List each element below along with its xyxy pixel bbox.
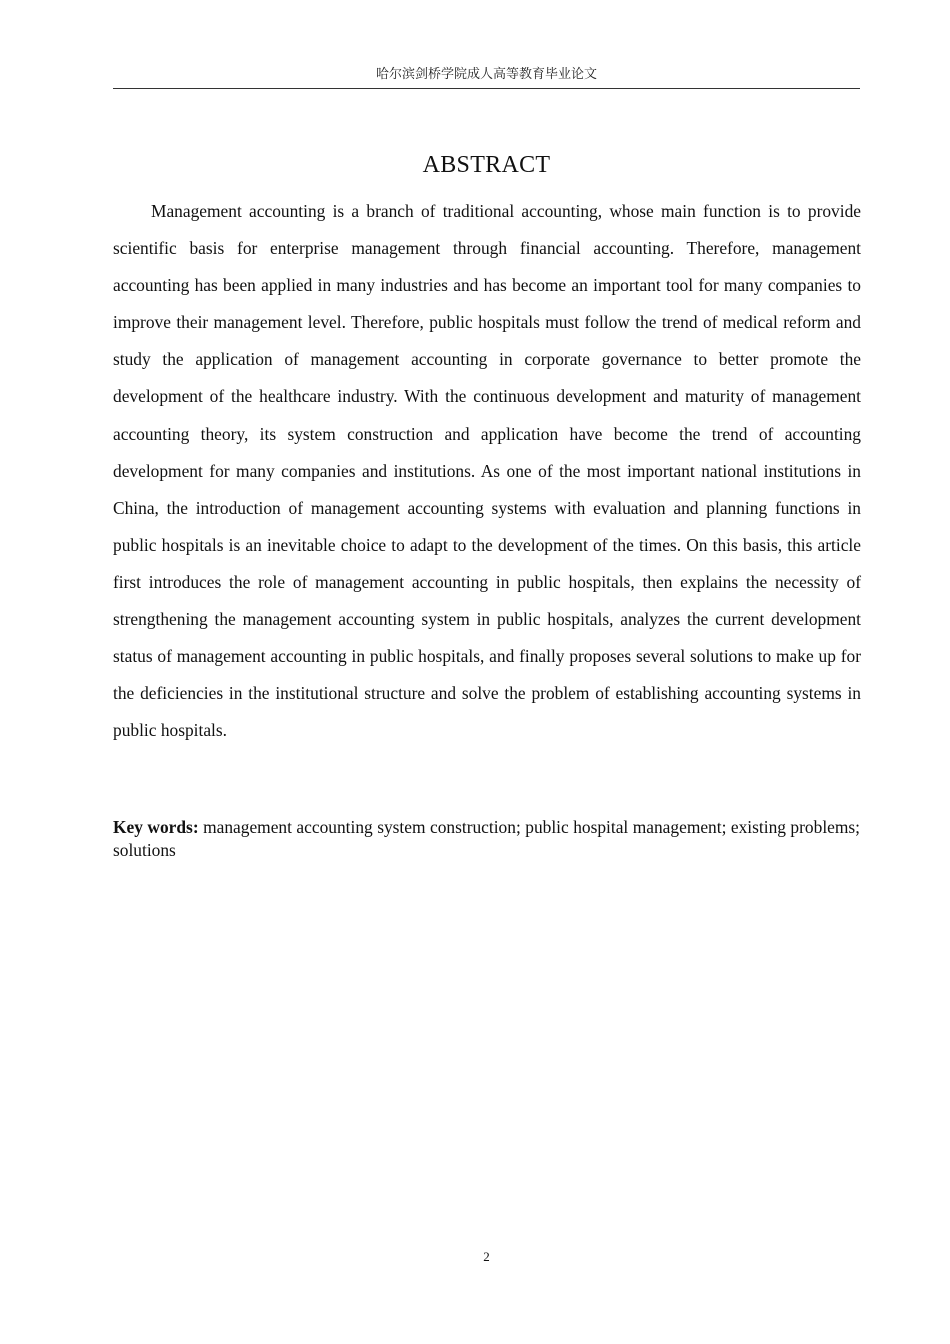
abstract-body: Management accounting is a branch of traditional accounting, whose main function is to provide scientific basis for enterprise management through financial accounting. Therefore, management accounting has been applied in many industries and has become an important tool for many companies to improve their management level. Therefore, public hospitals must follow the trend of medical reform and study the application of management accounting in corporate governance to better promote the development of the healthcare industry. With the continuous development and maturity of management accounting theory, its system construction and application have become the trend of accounting development for many companies and institutions. As one of the most important national institutions in China, the introduction of management accounting systems with evaluation and planning functions in public hospitals is an inevitable choice to adapt to the development of the times. On this basis, this article first introduces the role of management accounting in public hospitals, then explains the necessity of strengthening the management accounting system in public hospitals, analyzes the current development status of management accounting in public hospitals, and finally proposes several solutions to make up for the deficiencies in the institutional structure and solve the problem of establishing accounting systems in public hospitals. [113,201,861,741]
running-header: 哈尔滨剑桥学院成人高等教育毕业论文 [375,67,597,82]
keywords-paragraph [113,816,860,862]
abstract-title: ABSTRACT [422,152,551,178]
keywords-text: management accounting system construction; public hospital management; existing problems; solutions [113,817,860,860]
keywords-label: Key words: [113,817,199,837]
header-divider [113,88,860,89]
page-number: 2 [483,1249,490,1264]
